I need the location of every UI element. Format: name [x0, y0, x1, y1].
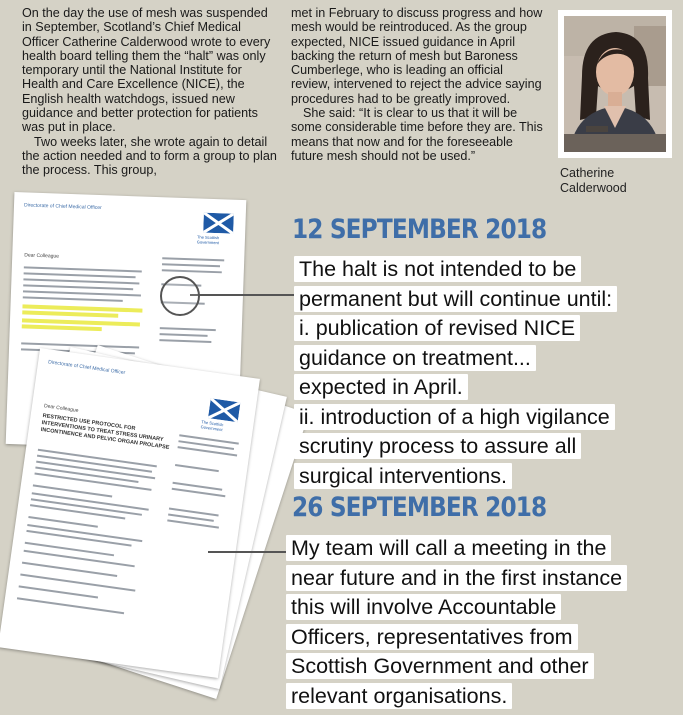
letter-greeting: Dear Colleague	[43, 403, 79, 414]
scottish-saltire-icon	[208, 398, 240, 422]
quote-block-1	[294, 256, 617, 492]
scottish-saltire-icon	[203, 213, 234, 234]
date-heading-12-september: 12 SEPTEMBER 2018	[292, 214, 547, 245]
quote-line: ii. introduction of a high vigilance	[294, 404, 615, 430]
letter-greeting: Dear Colleague	[24, 252, 60, 260]
article-paragraph: Two weeks later, she wrote again to detail the action needed and to form a group to plan the process. This group,	[22, 134, 277, 178]
quote-line: scrutiny process to assure all	[294, 433, 581, 459]
connector-line	[190, 294, 294, 296]
connector-circle	[160, 276, 200, 316]
article-column-2	[291, 6, 543, 163]
letter-subject: RESTRICTED USE PROTOCOL FOR INTERVENTIONS TO TREAT STRESS URINARY INCONTINENCE AND PELVIC ORGAN PROLAPSE	[40, 413, 170, 451]
quote-block-2	[286, 535, 627, 712]
article-paragraph: On the day the use of mesh was suspended in September, Scotland’s Chief Medical Officer Catherine Calderwood wrote to every health board telling them the “halt” was only temporary until the National Institute for Health and Care Excellence (NICE), the English health watchdogs, issued new guidance and better protection for patients was put in place.	[22, 6, 271, 135]
date-heading-26-september: 26 SEPTEMBER 2018	[292, 492, 547, 523]
portrait-image	[564, 16, 666, 152]
quote-line: this will involve Accountable	[286, 594, 561, 620]
quote-line: permanent but will continue until:	[294, 286, 617, 312]
connector-line	[208, 551, 292, 553]
quote-line: relevant organisations.	[286, 683, 512, 709]
article-column-1	[22, 6, 280, 178]
logo-text: The Scottish Government	[196, 234, 220, 246]
letter-header: Directorate of Chief Medical Officer	[47, 359, 126, 377]
caption-line: Calderwood	[560, 181, 627, 195]
letter-26-september	[0, 348, 260, 678]
quote-line: My team will call a meeting in the	[286, 535, 611, 561]
letter-header: Directorate of Chief Medical Officer	[23, 202, 102, 212]
portrait-photo	[558, 10, 672, 158]
quote-line: near future and in the first instance	[286, 565, 627, 591]
quote-line: The halt is not intended to be	[294, 256, 581, 282]
quote-line: guidance on treatment...	[294, 345, 536, 371]
article-paragraph: She said: “It is clear to us that it will be some considerable time before they are. This means that now and for the foreseeable future mesh should not be used.”	[291, 106, 543, 163]
quote-line: i. publication of revised NICE	[294, 315, 580, 341]
photo-caption	[560, 166, 678, 196]
quote-line: Scottish Government and other	[286, 653, 594, 679]
caption-line: Catherine	[560, 166, 615, 180]
quote-line: Officers, representatives from	[286, 624, 578, 650]
quote-line: surgical interventions.	[294, 463, 512, 489]
quote-line: expected in April.	[294, 374, 468, 400]
article-paragraph: met in February to discuss progress and how mesh would be reintroduced. As the group expected, NICE issued guidance in April backing the return of mesh but Baroness Cumberlege, who is leading an official review, intervened to reject the advice saying procedures had to be greatly improved.	[291, 6, 543, 106]
logo-text: The Scottish Government	[200, 419, 224, 433]
